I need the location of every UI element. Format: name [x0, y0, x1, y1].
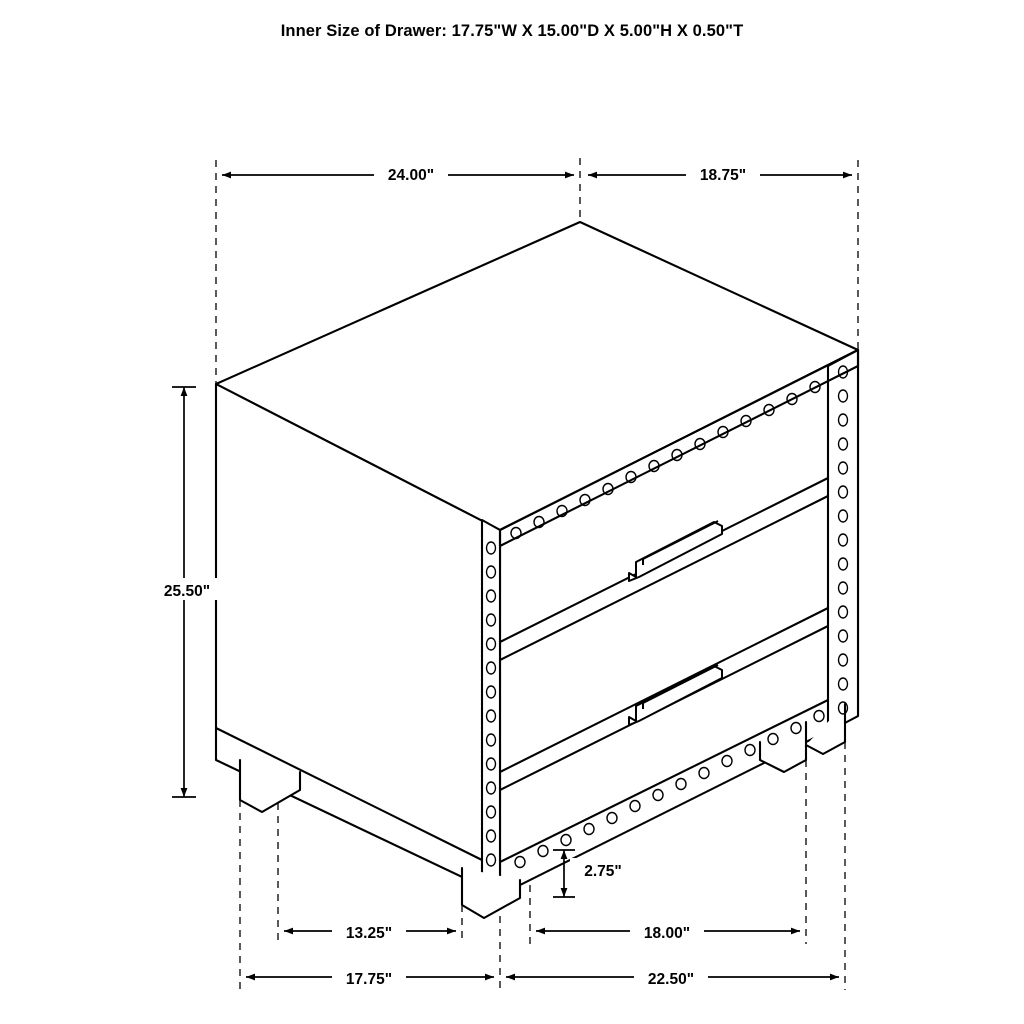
diagram-title: Inner Size of Drawer: 17.75"W X 15.00"D X 5.00"H X 0.50"T: [280, 22, 744, 40]
label-top-side-depth: 18.75": [699, 167, 747, 184]
nightstand-body: [216, 222, 858, 918]
label-bottom-front-outer: 17.75": [345, 971, 393, 988]
label-bottom-front-inner: 13.25": [345, 925, 393, 942]
label-leg-height: 2.75": [584, 863, 622, 880]
corner-bevel-right: [828, 350, 858, 732]
label-top-front-width: 24.00": [387, 167, 435, 184]
label-bottom-side-outer: 22.50": [647, 971, 695, 988]
label-bottom-side-inner: 18.00": [643, 925, 691, 942]
label-overall-height: 25.50": [163, 583, 211, 600]
corner-bevel-left: [482, 520, 500, 895]
